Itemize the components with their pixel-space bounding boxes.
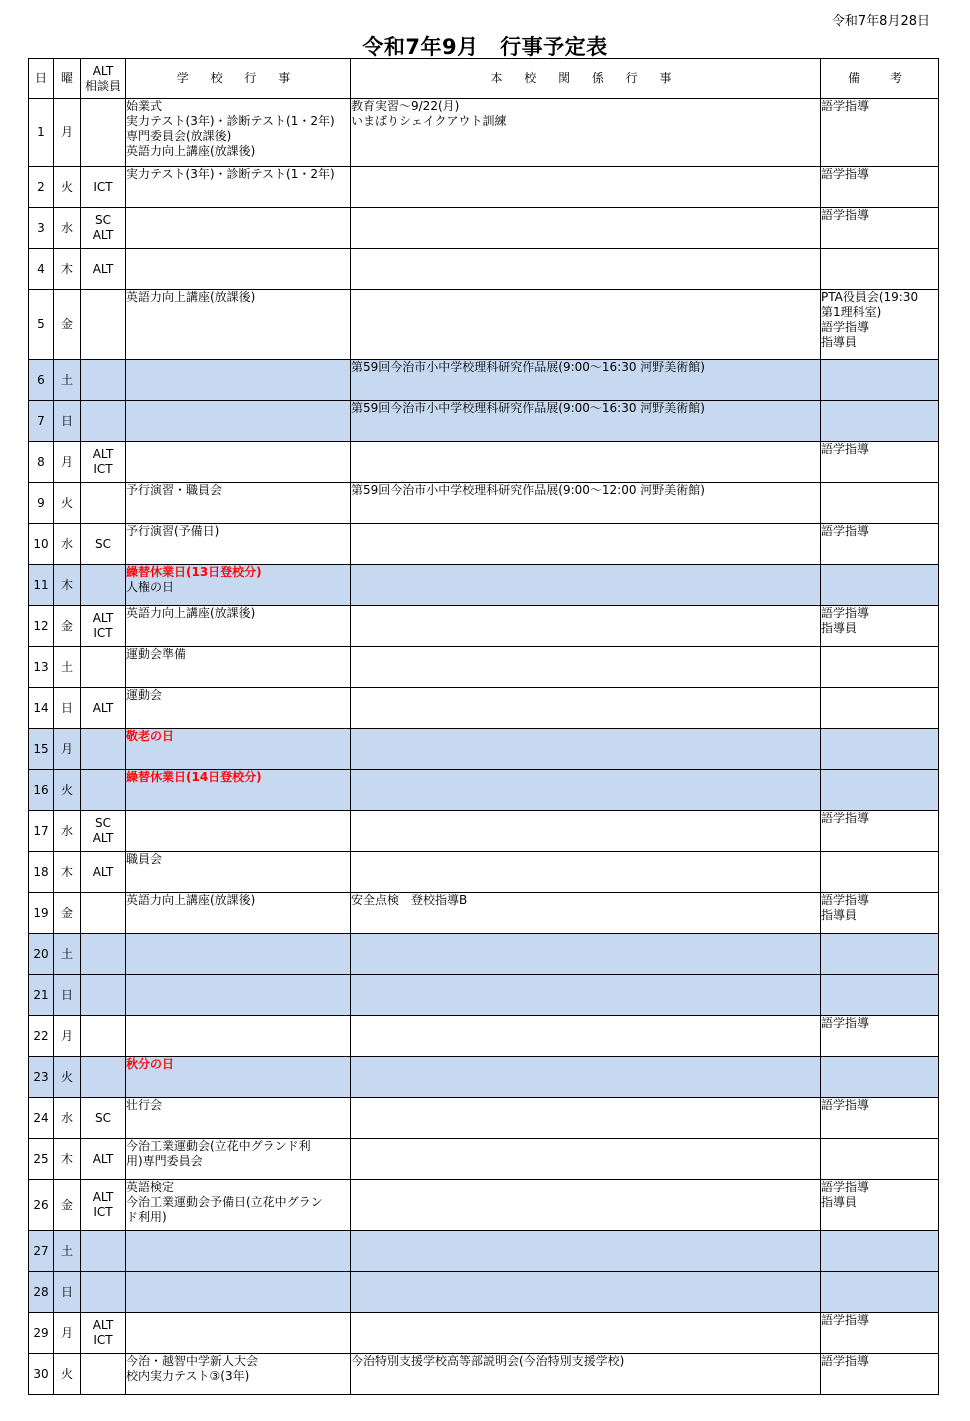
note-text: 指導員 <box>821 1195 858 1209</box>
weekday-cell: 月 <box>54 1016 81 1057</box>
school-event: 今治・越智中学新人大会 <box>126 1354 259 1368</box>
weekday-cell: 土 <box>54 1231 81 1272</box>
note-text: 語学指導 <box>821 99 870 113</box>
day-cell: 22 <box>29 1016 54 1057</box>
note-text: 語学指導 <box>821 208 870 222</box>
weekday-cell: 木 <box>54 852 81 893</box>
weekday-cell: 木 <box>54 249 81 290</box>
day-cell: 16 <box>29 770 54 811</box>
weekday-cell: 日 <box>54 688 81 729</box>
table-row <box>29 290 939 360</box>
header-alt-line2: 相談員 <box>84 78 121 93</box>
weekday-cell: 月 <box>54 99 81 167</box>
staff-cell <box>81 688 126 729</box>
table-row <box>29 975 939 1016</box>
day-cell: 19 <box>29 893 54 934</box>
school-event-cell <box>126 647 351 688</box>
school-event-cell <box>126 208 351 249</box>
header-weekday: 曜 <box>54 59 81 99</box>
note-text: 語学指導 <box>821 442 870 456</box>
school-event-cell <box>126 1139 351 1180</box>
staff-cell <box>81 934 126 975</box>
staff-cell <box>81 290 126 360</box>
day-cell: 25 <box>29 1139 54 1180</box>
staff-label: ALT <box>92 700 114 715</box>
school-event-cell <box>126 1016 351 1057</box>
note-text: 語学指導 <box>821 1180 870 1194</box>
day-cell: 15 <box>29 729 54 770</box>
school-event-cell <box>126 1354 351 1395</box>
day-cell: 21 <box>29 975 54 1016</box>
related-event-cell <box>351 1313 821 1354</box>
note-cell <box>821 688 939 729</box>
schedule-table <box>28 58 939 1395</box>
staff-label: ALT <box>92 831 114 845</box>
header-notes: 備 考 <box>821 59 939 99</box>
staff-cell <box>81 1057 126 1098</box>
table-row <box>29 1272 939 1313</box>
staff-label: ALT <box>92 1318 114 1332</box>
note-cell <box>821 208 939 249</box>
staff-cell <box>81 401 126 442</box>
related-event-cell <box>351 99 821 167</box>
day-cell: 28 <box>29 1272 54 1313</box>
note-text: 第1理科室) <box>821 305 882 319</box>
school-event-cell <box>126 99 351 167</box>
school-event-cell <box>126 167 351 208</box>
table-row <box>29 1231 939 1272</box>
holiday-event: 繰替休業日(14日登校分) <box>126 770 262 784</box>
related-event-cell <box>351 811 821 852</box>
school-event: 英語力向上講座(放課後) <box>126 893 256 907</box>
weekday-cell: 土 <box>54 934 81 975</box>
weekday-cell: 日 <box>54 975 81 1016</box>
table-row <box>29 934 939 975</box>
table-row <box>29 1098 939 1139</box>
school-event-cell <box>126 442 351 483</box>
staff-label: ALT <box>92 228 114 242</box>
staff-cell <box>81 442 126 483</box>
related-event-cell <box>351 290 821 360</box>
table-row <box>29 1016 939 1057</box>
staff-cell <box>81 167 126 208</box>
school-event-cell <box>126 1272 351 1313</box>
table-row <box>29 770 939 811</box>
staff-cell <box>81 1098 126 1139</box>
staff-cell <box>81 249 126 290</box>
weekday-cell: 木 <box>54 1139 81 1180</box>
school-event-cell <box>126 565 351 606</box>
staff-cell <box>81 647 126 688</box>
school-event-cell <box>126 1231 351 1272</box>
weekday-cell: 土 <box>54 647 81 688</box>
note-cell <box>821 606 939 647</box>
day-cell: 27 <box>29 1231 54 1272</box>
day-cell: 17 <box>29 811 54 852</box>
note-cell <box>821 290 939 360</box>
staff-cell <box>81 770 126 811</box>
staff-label: ALT <box>92 261 114 276</box>
note-text: 語学指導 <box>821 167 870 181</box>
related-event-cell <box>351 852 821 893</box>
table-row <box>29 565 939 606</box>
school-event: 実力テスト(3年)・診断テスト(1・2年) <box>126 114 335 128</box>
related-event-cell <box>351 647 821 688</box>
holiday-event: 繰替休業日(13日登校分) <box>126 565 262 579</box>
day-cell: 18 <box>29 852 54 893</box>
staff-label: ALT <box>92 611 114 625</box>
table-row <box>29 483 939 524</box>
school-event-cell <box>126 770 351 811</box>
note-cell <box>821 1098 939 1139</box>
school-event-cell <box>126 401 351 442</box>
staff-cell <box>81 99 126 167</box>
staff-label: ICT <box>93 179 113 194</box>
day-cell: 10 <box>29 524 54 565</box>
table-row <box>29 647 939 688</box>
note-cell <box>821 1354 939 1395</box>
note-text: 語学指導 <box>821 524 870 538</box>
weekday-cell: 水 <box>54 811 81 852</box>
day-cell: 1 <box>29 99 54 167</box>
weekday-cell: 水 <box>54 208 81 249</box>
staff-label: ALT <box>92 1151 114 1166</box>
staff-label: SC <box>95 816 111 830</box>
school-event: 予行演習(予備日) <box>126 524 220 538</box>
school-event-cell <box>126 811 351 852</box>
day-cell: 11 <box>29 565 54 606</box>
weekday-cell: 火 <box>54 1354 81 1395</box>
related-event-cell <box>351 1016 821 1057</box>
staff-label: ALT <box>92 447 114 461</box>
related-event-cell <box>351 401 821 442</box>
note-cell <box>821 893 939 934</box>
table-row <box>29 893 939 934</box>
school-event: 英語力向上講座(放課後) <box>126 290 256 304</box>
related-event: 教育実習～9/22(月) <box>351 99 460 113</box>
staff-cell <box>81 483 126 524</box>
staff-cell <box>81 1313 126 1354</box>
day-cell: 13 <box>29 647 54 688</box>
note-cell <box>821 565 939 606</box>
weekday-cell: 日 <box>54 401 81 442</box>
holiday-event: 秋分の日 <box>126 1057 175 1071</box>
weekday-cell: 水 <box>54 524 81 565</box>
school-event-cell <box>126 360 351 401</box>
note-text: 語学指導 <box>821 811 870 825</box>
table-row <box>29 360 939 401</box>
staff-cell <box>81 606 126 647</box>
day-cell: 3 <box>29 208 54 249</box>
day-cell: 9 <box>29 483 54 524</box>
weekday-cell: 金 <box>54 606 81 647</box>
note-text: 語学指導 <box>821 1313 870 1327</box>
day-cell: 24 <box>29 1098 54 1139</box>
school-event: ド利用) <box>126 1210 167 1224</box>
staff-label: SC <box>95 536 111 551</box>
note-cell <box>821 729 939 770</box>
day-cell: 26 <box>29 1180 54 1231</box>
staff-cell <box>81 1231 126 1272</box>
note-cell <box>821 1272 939 1313</box>
weekday-cell: 火 <box>54 770 81 811</box>
staff-cell <box>81 208 126 249</box>
table-row <box>29 688 939 729</box>
note-cell <box>821 524 939 565</box>
note-cell <box>821 1180 939 1231</box>
note-text: 語学指導 <box>821 1016 870 1030</box>
staff-cell <box>81 1180 126 1231</box>
school-event-cell <box>126 975 351 1016</box>
weekday-cell: 月 <box>54 1313 81 1354</box>
staff-cell <box>81 1354 126 1395</box>
school-event: 職員会 <box>126 852 163 866</box>
day-cell: 20 <box>29 934 54 975</box>
note-cell <box>821 1057 939 1098</box>
header-related-events: 本 校 関 係 行 事 <box>351 59 821 99</box>
related-event: いまばりシェイクアウト訓練 <box>351 114 507 128</box>
staff-cell <box>81 893 126 934</box>
staff-cell <box>81 729 126 770</box>
table-row <box>29 208 939 249</box>
header-alt <box>81 59 126 99</box>
note-text: 語学指導 <box>821 606 870 620</box>
note-cell <box>821 442 939 483</box>
staff-cell <box>81 1016 126 1057</box>
related-event: 今治特別支援学校高等部説明会(今治特別支援学校) <box>351 1354 625 1368</box>
day-cell: 2 <box>29 167 54 208</box>
weekday-cell: 木 <box>54 565 81 606</box>
related-event-cell <box>351 729 821 770</box>
staff-label: ICT <box>93 1205 113 1219</box>
note-cell <box>821 975 939 1016</box>
related-event: 安全点検 登校指導B <box>351 893 468 907</box>
school-event: 人権の日 <box>126 580 175 594</box>
header-alt-line1: ALT <box>92 63 114 78</box>
related-event-cell <box>351 167 821 208</box>
related-event-cell <box>351 1180 821 1231</box>
weekday-cell: 金 <box>54 1180 81 1231</box>
related-event-cell <box>351 893 821 934</box>
related-event-cell <box>351 208 821 249</box>
related-event-cell <box>351 1272 821 1313</box>
schedule-body <box>29 99 939 1395</box>
note-text: 語学指導 <box>821 1354 870 1368</box>
related-event-cell <box>351 249 821 290</box>
school-event: 英語力向上講座(放課後) <box>126 606 256 620</box>
related-event-cell <box>351 442 821 483</box>
related-event-cell <box>351 565 821 606</box>
weekday-cell: 火 <box>54 483 81 524</box>
school-event: 始業式 <box>126 99 163 113</box>
table-row <box>29 1139 939 1180</box>
weekday-cell: 月 <box>54 442 81 483</box>
school-event: 英語検定 <box>126 1180 175 1194</box>
school-event-cell <box>126 290 351 360</box>
note-text: PTA役員会(19:30 <box>821 290 919 304</box>
day-cell: 7 <box>29 401 54 442</box>
staff-label: SC <box>95 1110 111 1125</box>
page-title: 令和7年9月 行事予定表 <box>362 35 608 59</box>
staff-cell <box>81 524 126 565</box>
school-event: 校内実力テスト③(3年) <box>126 1369 250 1383</box>
school-event: 今治工業運動会(立花中グランド利 <box>126 1139 311 1153</box>
note-cell <box>821 770 939 811</box>
staff-cell <box>81 852 126 893</box>
school-event: 壮行会 <box>126 1098 163 1112</box>
staff-label: ICT <box>93 462 113 476</box>
school-event: 予行演習・職員会 <box>126 483 223 497</box>
related-event-cell <box>351 1098 821 1139</box>
document-date: 令和7年8月28日 <box>831 14 930 29</box>
related-event-cell <box>351 483 821 524</box>
staff-cell <box>81 1272 126 1313</box>
header-day: 日 <box>29 59 54 99</box>
related-event-cell <box>351 606 821 647</box>
school-event-cell <box>126 524 351 565</box>
school-event-cell <box>126 893 351 934</box>
related-event-cell <box>351 1354 821 1395</box>
related-event-cell <box>351 770 821 811</box>
day-cell: 6 <box>29 360 54 401</box>
school-event-cell <box>126 1313 351 1354</box>
related-event-cell <box>351 934 821 975</box>
related-event: 第59回今治市小中学校理科研究作品展(9:00～12:00 河野美術館) <box>351 483 705 497</box>
table-row <box>29 1354 939 1395</box>
staff-cell <box>81 811 126 852</box>
note-cell <box>821 483 939 524</box>
day-cell: 14 <box>29 688 54 729</box>
school-event-cell <box>126 1098 351 1139</box>
note-cell <box>821 401 939 442</box>
school-event-cell <box>126 249 351 290</box>
note-text: 語学指導 <box>821 1098 870 1112</box>
header-school-events: 学 校 行 事 <box>126 59 351 99</box>
note-cell <box>821 934 939 975</box>
school-event-cell <box>126 483 351 524</box>
school-event-cell <box>126 852 351 893</box>
note-cell <box>821 360 939 401</box>
note-cell <box>821 1231 939 1272</box>
staff-label: ICT <box>93 626 113 640</box>
note-cell <box>821 1016 939 1057</box>
school-event-cell <box>126 729 351 770</box>
related-event-cell <box>351 975 821 1016</box>
school-event: 専門委員会(放課後) <box>126 129 232 143</box>
staff-cell <box>81 975 126 1016</box>
table-row <box>29 167 939 208</box>
note-text: 語学指導 <box>821 893 870 907</box>
note-text: 指導員 <box>821 335 858 349</box>
table-row <box>29 524 939 565</box>
weekday-cell: 水 <box>54 1098 81 1139</box>
school-event: 英語力向上講座(放課後) <box>126 144 256 158</box>
day-cell: 29 <box>29 1313 54 1354</box>
note-cell <box>821 1139 939 1180</box>
note-text: 指導員 <box>821 908 858 922</box>
table-row <box>29 99 939 167</box>
weekday-cell: 土 <box>54 360 81 401</box>
table-row <box>29 852 939 893</box>
note-cell <box>821 811 939 852</box>
staff-cell <box>81 360 126 401</box>
related-event-cell <box>351 1139 821 1180</box>
note-cell <box>821 99 939 167</box>
note-cell <box>821 249 939 290</box>
table-row <box>29 401 939 442</box>
school-event-cell <box>126 606 351 647</box>
related-event: 第59回今治市小中学校理科研究作品展(9:00～16:30 河野美術館) <box>351 401 705 415</box>
related-event: 第59回今治市小中学校理科研究作品展(9:00～16:30 河野美術館) <box>351 360 705 374</box>
header-row <box>29 59 939 99</box>
day-cell: 12 <box>29 606 54 647</box>
table-row <box>29 811 939 852</box>
school-event: 運動会 <box>126 688 163 702</box>
staff-label: ALT <box>92 1190 114 1204</box>
school-event: 運動会準備 <box>126 647 187 661</box>
weekday-cell: 火 <box>54 1057 81 1098</box>
school-event-cell <box>126 1180 351 1231</box>
school-event-cell <box>126 1057 351 1098</box>
note-cell <box>821 647 939 688</box>
table-row <box>29 606 939 647</box>
related-event-cell <box>351 360 821 401</box>
note-text: 指導員 <box>821 621 858 635</box>
weekday-cell: 金 <box>54 290 81 360</box>
school-event: 用)専門委員会 <box>126 1154 203 1168</box>
day-cell: 4 <box>29 249 54 290</box>
note-text: 語学指導 <box>821 320 870 334</box>
staff-cell <box>81 565 126 606</box>
staff-label: ICT <box>93 1333 113 1347</box>
related-event-cell <box>351 1231 821 1272</box>
weekday-cell: 月 <box>54 729 81 770</box>
note-cell <box>821 1313 939 1354</box>
table-row <box>29 249 939 290</box>
day-cell: 30 <box>29 1354 54 1395</box>
table-row <box>29 1180 939 1231</box>
note-cell <box>821 852 939 893</box>
related-event-cell <box>351 688 821 729</box>
weekday-cell: 火 <box>54 167 81 208</box>
table-row <box>29 442 939 483</box>
day-cell: 23 <box>29 1057 54 1098</box>
day-cell: 8 <box>29 442 54 483</box>
school-event-cell <box>126 934 351 975</box>
note-cell <box>821 167 939 208</box>
weekday-cell: 金 <box>54 893 81 934</box>
table-row <box>29 1057 939 1098</box>
related-event-cell <box>351 524 821 565</box>
table-row <box>29 729 939 770</box>
staff-label: ALT <box>92 864 114 879</box>
school-event: 今治工業運動会予備日(立花中グラン <box>126 1195 323 1209</box>
staff-cell <box>81 1139 126 1180</box>
day-cell: 5 <box>29 290 54 360</box>
table-row <box>29 1313 939 1354</box>
holiday-event: 敬老の日 <box>126 729 175 743</box>
school-event-cell <box>126 688 351 729</box>
related-event-cell <box>351 1057 821 1098</box>
weekday-cell: 日 <box>54 1272 81 1313</box>
school-event: 実力テスト(3年)・診断テスト(1・2年) <box>126 167 335 181</box>
staff-label: SC <box>95 213 111 227</box>
